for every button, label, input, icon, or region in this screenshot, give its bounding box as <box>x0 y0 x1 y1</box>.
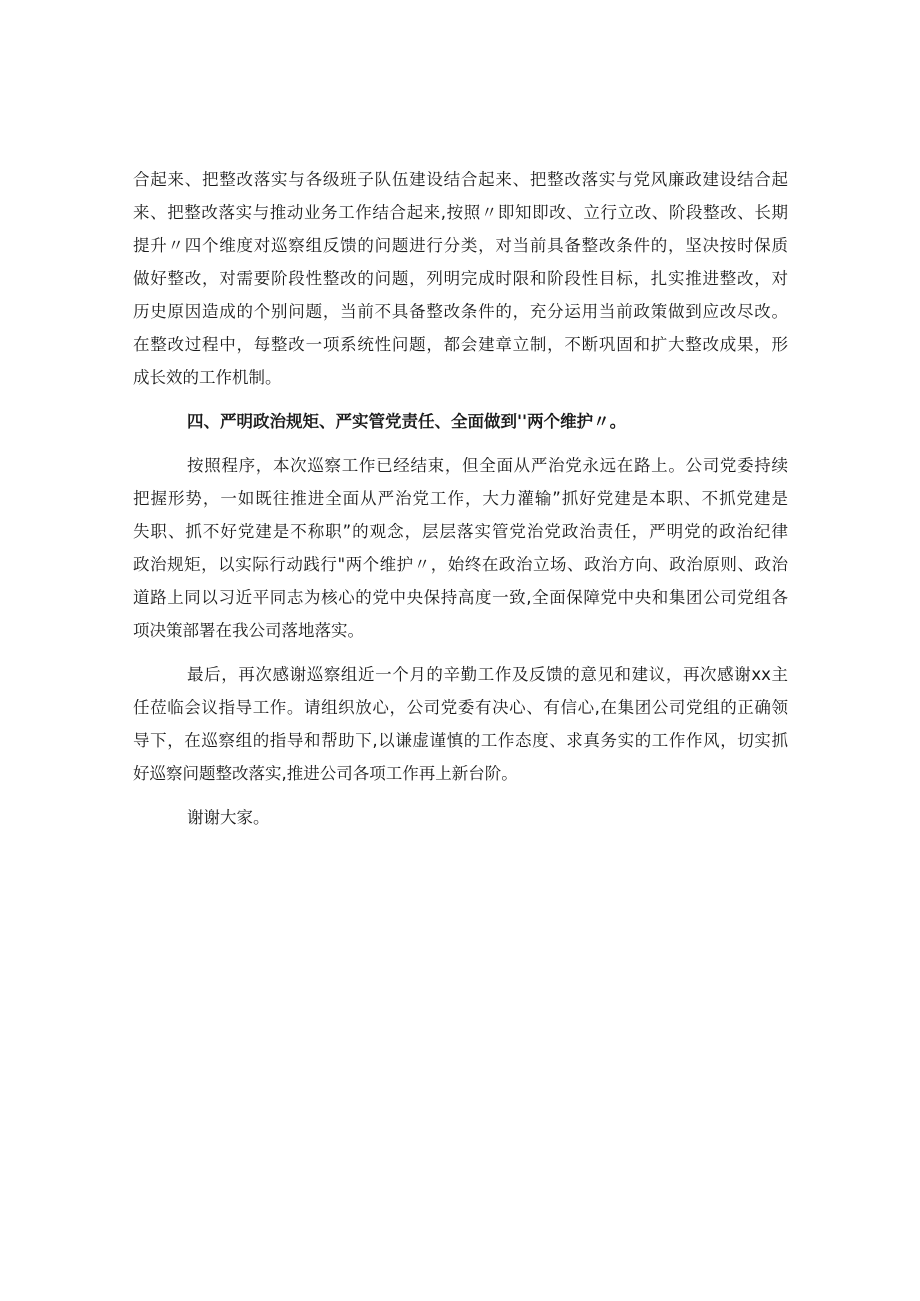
closing-line: 谢谢大家。 <box>187 808 270 827</box>
text-line: 好巡察问题整改落实,推进公司各项工作再上新台阶。 <box>133 764 518 783</box>
text-line: 来、把整改落实与推动业务工作结合起来,按照〃即知即改、立行立改、阶段整改、长期 <box>133 203 788 222</box>
text-line: 提升〃四个维度对巡察组反馈的问题进行分类，对当前具备整改条件的，坚决按时保质 <box>133 236 788 255</box>
section-heading: 四、严明政治规矩、严实管党责任、全面做到''两个维护〃。 <box>187 412 627 431</box>
paragraph-closing <box>133 801 788 834</box>
text-line: 成长效的工作机制。 <box>133 368 282 387</box>
text-line: 在整改过程中，每整改一项系统性问题，都会建章立制，不断巩固和扩大整改成果，形 <box>133 335 788 354</box>
text-line: 最后，再次感谢巡察组近一个月的辛勤工作及反馈的意见和建议，再次感谢xx主 <box>187 665 788 684</box>
text-line: 项决策部署在我公司落地落实。 <box>133 621 364 640</box>
document-body <box>133 163 788 845</box>
text-line: 把握形势，一如既往推进全面从严治党工作，大力灌输”抓好党建是本职、不抓党建是 <box>133 489 788 508</box>
text-line: 政治规矩，以实际行动践行"两个维护〃，始终在政治立场、政治方向、政治原则、政治 <box>133 555 788 574</box>
text-line: 道路上同以习近平同志为核心的党中央保持高度一致,全面保障党中央和集团公司党组各 <box>133 588 788 607</box>
text-line: 历史原因造成的个别问题，当前不具备整改条件的，充分运用当前政策做到应改尽改。 <box>133 302 788 321</box>
section-heading-block <box>133 405 788 438</box>
text-line: 按照程序，本次巡察工作已经结束，但全面从严治党永远在路上。公司党委持续 <box>187 456 788 475</box>
text-line: 任莅临会议指导工作。请组织放心，公司党委有决心、有信心,在集团公司党组的正确领 <box>133 698 788 717</box>
text-line: 导下，在巡察组的指导和帮助下,以谦虚谨慎的工作态度、求真务实的工作作风，切实抓 <box>133 731 788 750</box>
paragraph-acknowledgement <box>133 658 788 790</box>
paragraph-rectification <box>133 163 788 394</box>
text-line: 合起来、把整改落实与各级班子队伍建设结合起来、把整改落实与党风廉政建设结合起 <box>133 170 788 189</box>
text-line: 失职、抓不好党建是不称职”的观念，层层落实管党治党政治责任，严明党的政治纪律 <box>133 522 788 541</box>
text-line: 做好整改，对需要阶段性整改的问题，列明完成时限和阶段性目标，扎实推进整改，对 <box>133 269 788 288</box>
paragraph-party-governance <box>133 449 788 647</box>
